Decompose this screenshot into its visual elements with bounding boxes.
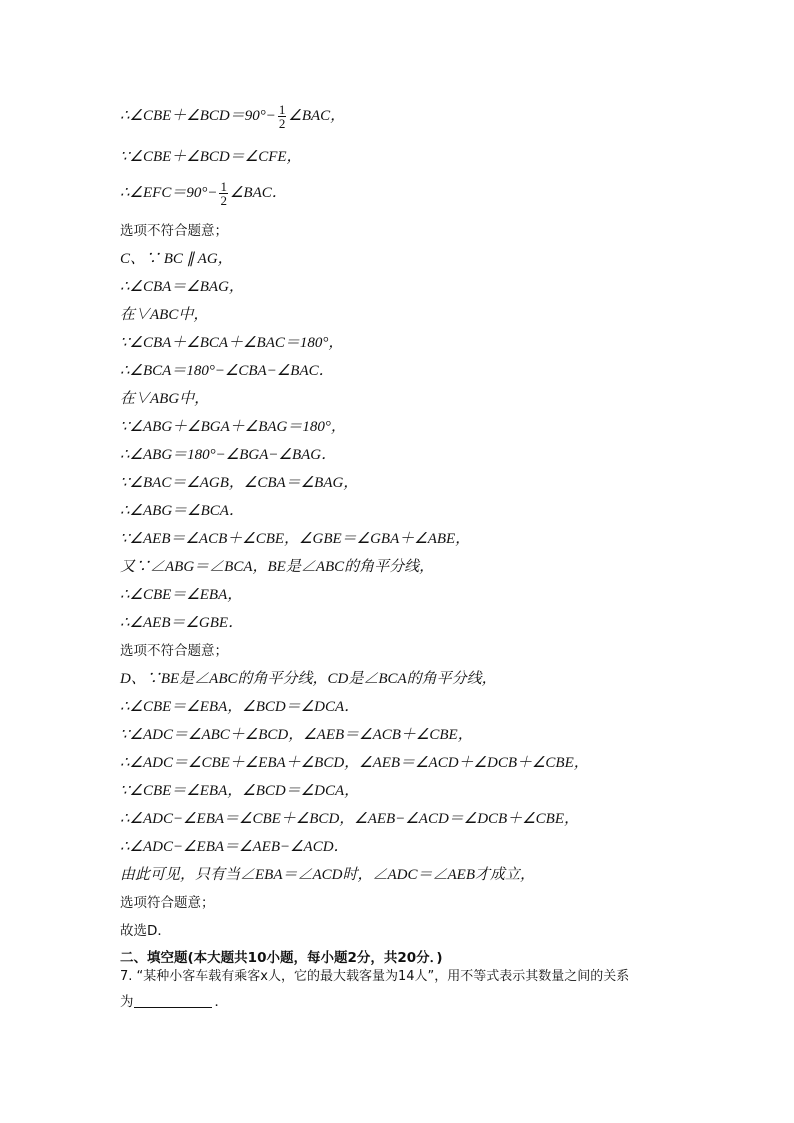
fraction-one-half bbox=[278, 103, 287, 130]
fraction-denominator: 2 bbox=[220, 193, 227, 208]
line-3 bbox=[120, 180, 287, 207]
line-5: C、∵ BC ∥ AG， bbox=[120, 251, 233, 267]
line-3-pre: ∴∠EFC＝90°− bbox=[120, 184, 218, 201]
fraction-numerator: 1 bbox=[220, 179, 227, 194]
line-17: ∴∠CBE＝∠EBA， bbox=[120, 587, 243, 603]
question-7-answer-line bbox=[120, 992, 228, 1012]
fraction-one-half bbox=[219, 180, 228, 207]
line-29: 故选D． bbox=[120, 923, 171, 939]
line-11: ∵∠ABG＋∠BGA＋∠BAG＝180°， bbox=[120, 419, 346, 435]
line-7: 在∨ABC中， bbox=[120, 307, 209, 323]
line-6: ∴∠CBA＝∠BAG， bbox=[120, 279, 244, 295]
line-27: 由此可见，只有当∠EBA＝∠ACD时，∠ADC＝∠AEB才成立， bbox=[120, 867, 535, 883]
line-1-pre: ∴∠CBE＋∠BCD＝90°− bbox=[120, 107, 276, 124]
line-9: ∴∠BCA＝180°−∠CBA−∠BAC． bbox=[120, 363, 334, 379]
line-2: ∵∠CBE＋∠BCD＝∠CFE， bbox=[120, 149, 302, 165]
line-28: 选项符合题意； bbox=[120, 895, 215, 911]
line-15: ∵∠AEB＝∠ACB＋∠CBE，∠GBE＝∠GBA＋∠ABE， bbox=[120, 531, 471, 547]
line-1-post: ∠BAC， bbox=[288, 107, 346, 124]
line-8: ∵∠CBA＋∠BCA＋∠BAC＝180°， bbox=[120, 335, 344, 351]
line-21: ∴∠CBE＝∠EBA，∠BCD＝∠DCA． bbox=[120, 699, 360, 715]
answer-blank[interactable] bbox=[134, 993, 212, 1008]
fraction-numerator: 1 bbox=[278, 102, 286, 117]
line-13: ∵∠BAC＝∠AGB，∠CBA＝∠BAG， bbox=[120, 475, 359, 491]
line-4: 选项不符合题意； bbox=[120, 223, 228, 239]
question-7-prefix: 为 bbox=[120, 994, 134, 1010]
line-12: ∴∠ABG＝180°−∠BGA−∠BAG． bbox=[120, 447, 337, 463]
question-7-suffix: ． bbox=[214, 994, 228, 1010]
line-20: D、∵BE是∠ABC的角平分线，CD是∠BCA的角平分线， bbox=[120, 671, 497, 687]
fraction-denominator: 2 bbox=[278, 116, 286, 131]
line-22: ∵∠ADC＝∠ABC＋∠BCD，∠AEB＝∠ACB＋∠CBE， bbox=[120, 727, 473, 743]
line-3-post: ∠BAC． bbox=[229, 184, 287, 201]
line-19: 选项不符合题意； bbox=[120, 643, 228, 659]
line-14: ∴∠ABG＝∠BCA． bbox=[120, 503, 244, 519]
line-24: ∵∠CBE＝∠EBA，∠BCD＝∠DCA， bbox=[120, 783, 360, 799]
line-25: ∴∠ADC−∠EBA＝∠CBE＋∠BCD，∠AEB−∠ACD＝∠DCB＋∠CBE， bbox=[120, 811, 580, 827]
question-7: 7. “某种小客车载有乘客x人，它的最大载客量为14人”，用不等式表示其数量之间的关系 bbox=[120, 969, 630, 984]
line-16: 又∵∠ABG＝∠BCA，BE是∠ABC的角平分线， bbox=[120, 559, 435, 575]
line-10: 在∨ABG中， bbox=[120, 391, 210, 407]
line-1 bbox=[120, 103, 345, 130]
line-23: ∴∠ADC＝∠CBE＋∠EBA＋∠BCD，∠AEB＝∠ACD＋∠DCB＋∠CBE， bbox=[120, 755, 589, 771]
section-heading: 二、填空题(本大题共10小题，每小题2分，共20分．) bbox=[120, 950, 443, 966]
line-26: ∴∠ADC−∠EBA＝∠AEB−∠ACD． bbox=[120, 839, 349, 855]
line-18: ∴∠AEB＝∠GBE． bbox=[120, 615, 244, 631]
